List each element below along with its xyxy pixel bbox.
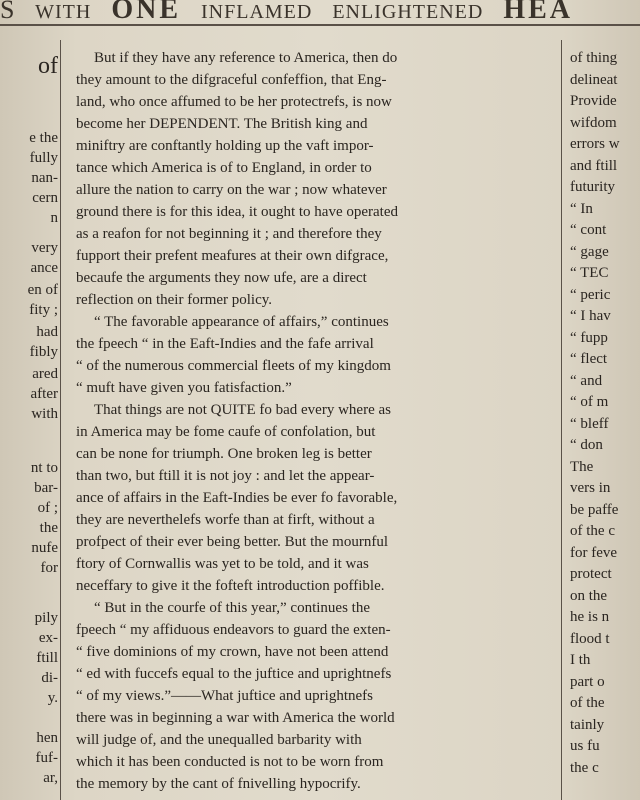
left-column-line: pily <box>34 610 58 626</box>
center-column-line: “ five dominions of my crown, have not been attend <box>76 644 389 660</box>
left-column-line: after <box>30 386 58 402</box>
center-column-line: they are neverthelefs worfe than at firft, without a <box>76 512 375 528</box>
header-word: INFLAMED <box>201 1 313 23</box>
center-column-line: “ of my views.”——What juftice and uprightnefs <box>76 688 373 704</box>
left-column-line: fully <box>29 150 58 166</box>
right-column-line: “ I hav <box>570 308 611 324</box>
right-column-line: futurity <box>570 179 615 195</box>
left-column-line: of <box>38 53 58 79</box>
right-column-line: part o <box>570 673 605 690</box>
left-column-line: fibly <box>29 344 58 360</box>
left-column-line: had <box>36 324 58 340</box>
right-column-line: of the c <box>570 523 615 539</box>
right-column-line: flood t <box>570 630 610 647</box>
left-column-line: nufe <box>31 540 58 556</box>
center-column-line: miniftry are conftantly holding up the vaft impor- <box>76 138 374 154</box>
center-column-line: the fpeech “ in the Eaft-Indies and the fafe arrival <box>76 336 374 352</box>
right-column-line: errors w <box>570 136 620 152</box>
right-column-line: “ and <box>570 372 603 389</box>
center-column-line: than two, but ftill it is not joy : and let the appear- <box>76 468 375 484</box>
right-column-line: “ of m <box>570 394 609 410</box>
left-column-line: di- <box>41 670 58 686</box>
header-word: S <box>0 0 16 24</box>
right-column-line: and ftill <box>570 157 618 174</box>
left-column <box>0 48 58 800</box>
column-rule-right <box>561 40 562 800</box>
right-column-line: “ TEC <box>570 265 609 281</box>
center-column-line: as a reafon for not beginning it ; and therefore they <box>76 226 382 242</box>
left-column-line: n <box>50 210 58 226</box>
left-column-line: ar, <box>43 770 58 786</box>
header-word: ONE <box>111 0 181 24</box>
center-column-line: land, who once affumed to be her protectrefs, is now <box>76 94 392 110</box>
left-column-line: fity ; <box>29 302 58 318</box>
center-column-line: in America may be fome caufe of confolation, but <box>76 424 376 440</box>
right-column-line: tainly <box>570 716 605 733</box>
right-column-line: “ flect <box>570 351 608 367</box>
left-column-line: nt to <box>30 460 58 476</box>
left-column-line: y. <box>47 690 58 706</box>
left-column-line: en of <box>27 282 58 298</box>
right-column-line: vers in <box>570 480 611 496</box>
right-column-line: Provide <box>570 93 617 109</box>
right-column-line: of the <box>570 695 605 711</box>
center-column-line: will judge of, and the unequalled barbarity with <box>76 732 362 748</box>
left-column-line: ex- <box>38 630 58 646</box>
left-column-line: nan- <box>31 170 58 186</box>
center-column-line: ftory of Cornwallis was yet to be told, and it was <box>76 556 369 572</box>
center-column-line: the memory by the cant of fnivelling hypocrify. <box>76 776 361 792</box>
center-column-line: That things are not QUITE fo bad every where as <box>94 402 391 418</box>
right-column <box>568 48 640 800</box>
center-column-line: profpect of their ever being better. But the mournful <box>76 534 388 550</box>
header-word: HEA <box>503 0 573 24</box>
left-column-line: ance <box>30 260 58 276</box>
left-column-line: of ; <box>37 500 58 516</box>
center-column-line: tance which America is of to England, in order to <box>76 160 372 176</box>
center-column-line: fupport their prefent meafures at their own difgrace, <box>76 248 389 264</box>
right-column-line: “ fupp <box>570 329 608 346</box>
right-column-line: be paffe <box>570 501 619 518</box>
right-column-line: us fu <box>570 738 600 754</box>
right-column-line: “ bleff <box>570 415 609 432</box>
right-column-line: “ don <box>570 437 603 453</box>
center-column-line: which it has been conducted is not to be worn from <box>76 754 384 770</box>
right-column-line: delineat <box>570 71 618 88</box>
right-column-line: The <box>570 458 594 475</box>
center-column-line: “ The favorable appearance of affairs,” continues <box>94 314 389 330</box>
left-column-line: e the <box>29 130 58 146</box>
right-column-line: the c <box>570 759 599 776</box>
right-column-line: “ In <box>570 200 593 217</box>
center-column-line: they amount to the difgraceful confeffion, that Eng- <box>76 72 387 88</box>
right-column-line: I th <box>570 652 591 668</box>
left-column-line: hen <box>36 730 58 746</box>
header-word: ENLIGHTENED <box>332 1 484 23</box>
center-column-line: ground there is for this idea, it ought to have operated <box>76 204 398 220</box>
right-column-line: for feve <box>570 544 618 561</box>
center-column <box>76 48 550 800</box>
left-column-line: for <box>40 560 58 576</box>
left-column-line: ared <box>32 366 58 382</box>
column-rule-left <box>60 40 61 800</box>
page-header-banner <box>0 0 640 24</box>
right-column-line: “ gage <box>570 243 609 260</box>
left-column-line: bar- <box>34 480 58 496</box>
left-column-line: ftill <box>36 650 58 666</box>
center-column-line: becaufe the arguments they now ufe, are a direct <box>76 270 367 286</box>
center-column-line: “ muft have given you fatisfaction.” <box>76 380 292 396</box>
left-column-line: cern <box>32 190 58 206</box>
left-column-line: very <box>31 240 58 256</box>
center-column-line: can be none for triumph. One broken leg is better <box>76 446 372 462</box>
left-column-line: fuf- <box>35 750 58 766</box>
left-column-line: the <box>39 520 58 536</box>
right-column-line: “ peric <box>570 286 611 303</box>
center-column-line: become her DEPENDENT. The British king and <box>76 116 368 132</box>
center-column-line: there was in beginning a war with America the world <box>76 710 395 726</box>
center-column-line: neceffary to give it the fofteft introduction poffible. <box>76 578 385 594</box>
center-column-line: “ ed with fuccefs equal to the juftice and uprightnefs <box>76 666 392 682</box>
center-column-line: ance of affairs in the Eaft-Indies be ever fo favorable, <box>76 490 398 506</box>
center-column-line: allure the nation to carry on the war ; now whatever <box>76 182 387 198</box>
right-column-line: on the <box>570 587 608 604</box>
right-column-line: wifdom <box>570 114 617 131</box>
right-column-line: protect <box>570 566 612 582</box>
center-column-line: reflection on their former policy. <box>76 292 273 308</box>
center-column-line: fpeech “ my affiduous endeavors to guard the exten- <box>76 622 391 638</box>
right-column-line: “ cont <box>570 222 607 238</box>
left-column-line: with <box>31 406 58 422</box>
center-column-line: “ of the numerous commercial fleets of my kingdom <box>76 358 391 374</box>
header-rule <box>0 24 640 26</box>
center-column-line: “ But in the courfe of this year,” continues the <box>94 600 370 616</box>
center-column-line: But if they have any reference to America, then do <box>94 50 398 66</box>
header-word: WITH <box>35 1 92 23</box>
right-column-line: he is n <box>570 609 610 625</box>
right-column-line: of thing <box>570 50 618 66</box>
